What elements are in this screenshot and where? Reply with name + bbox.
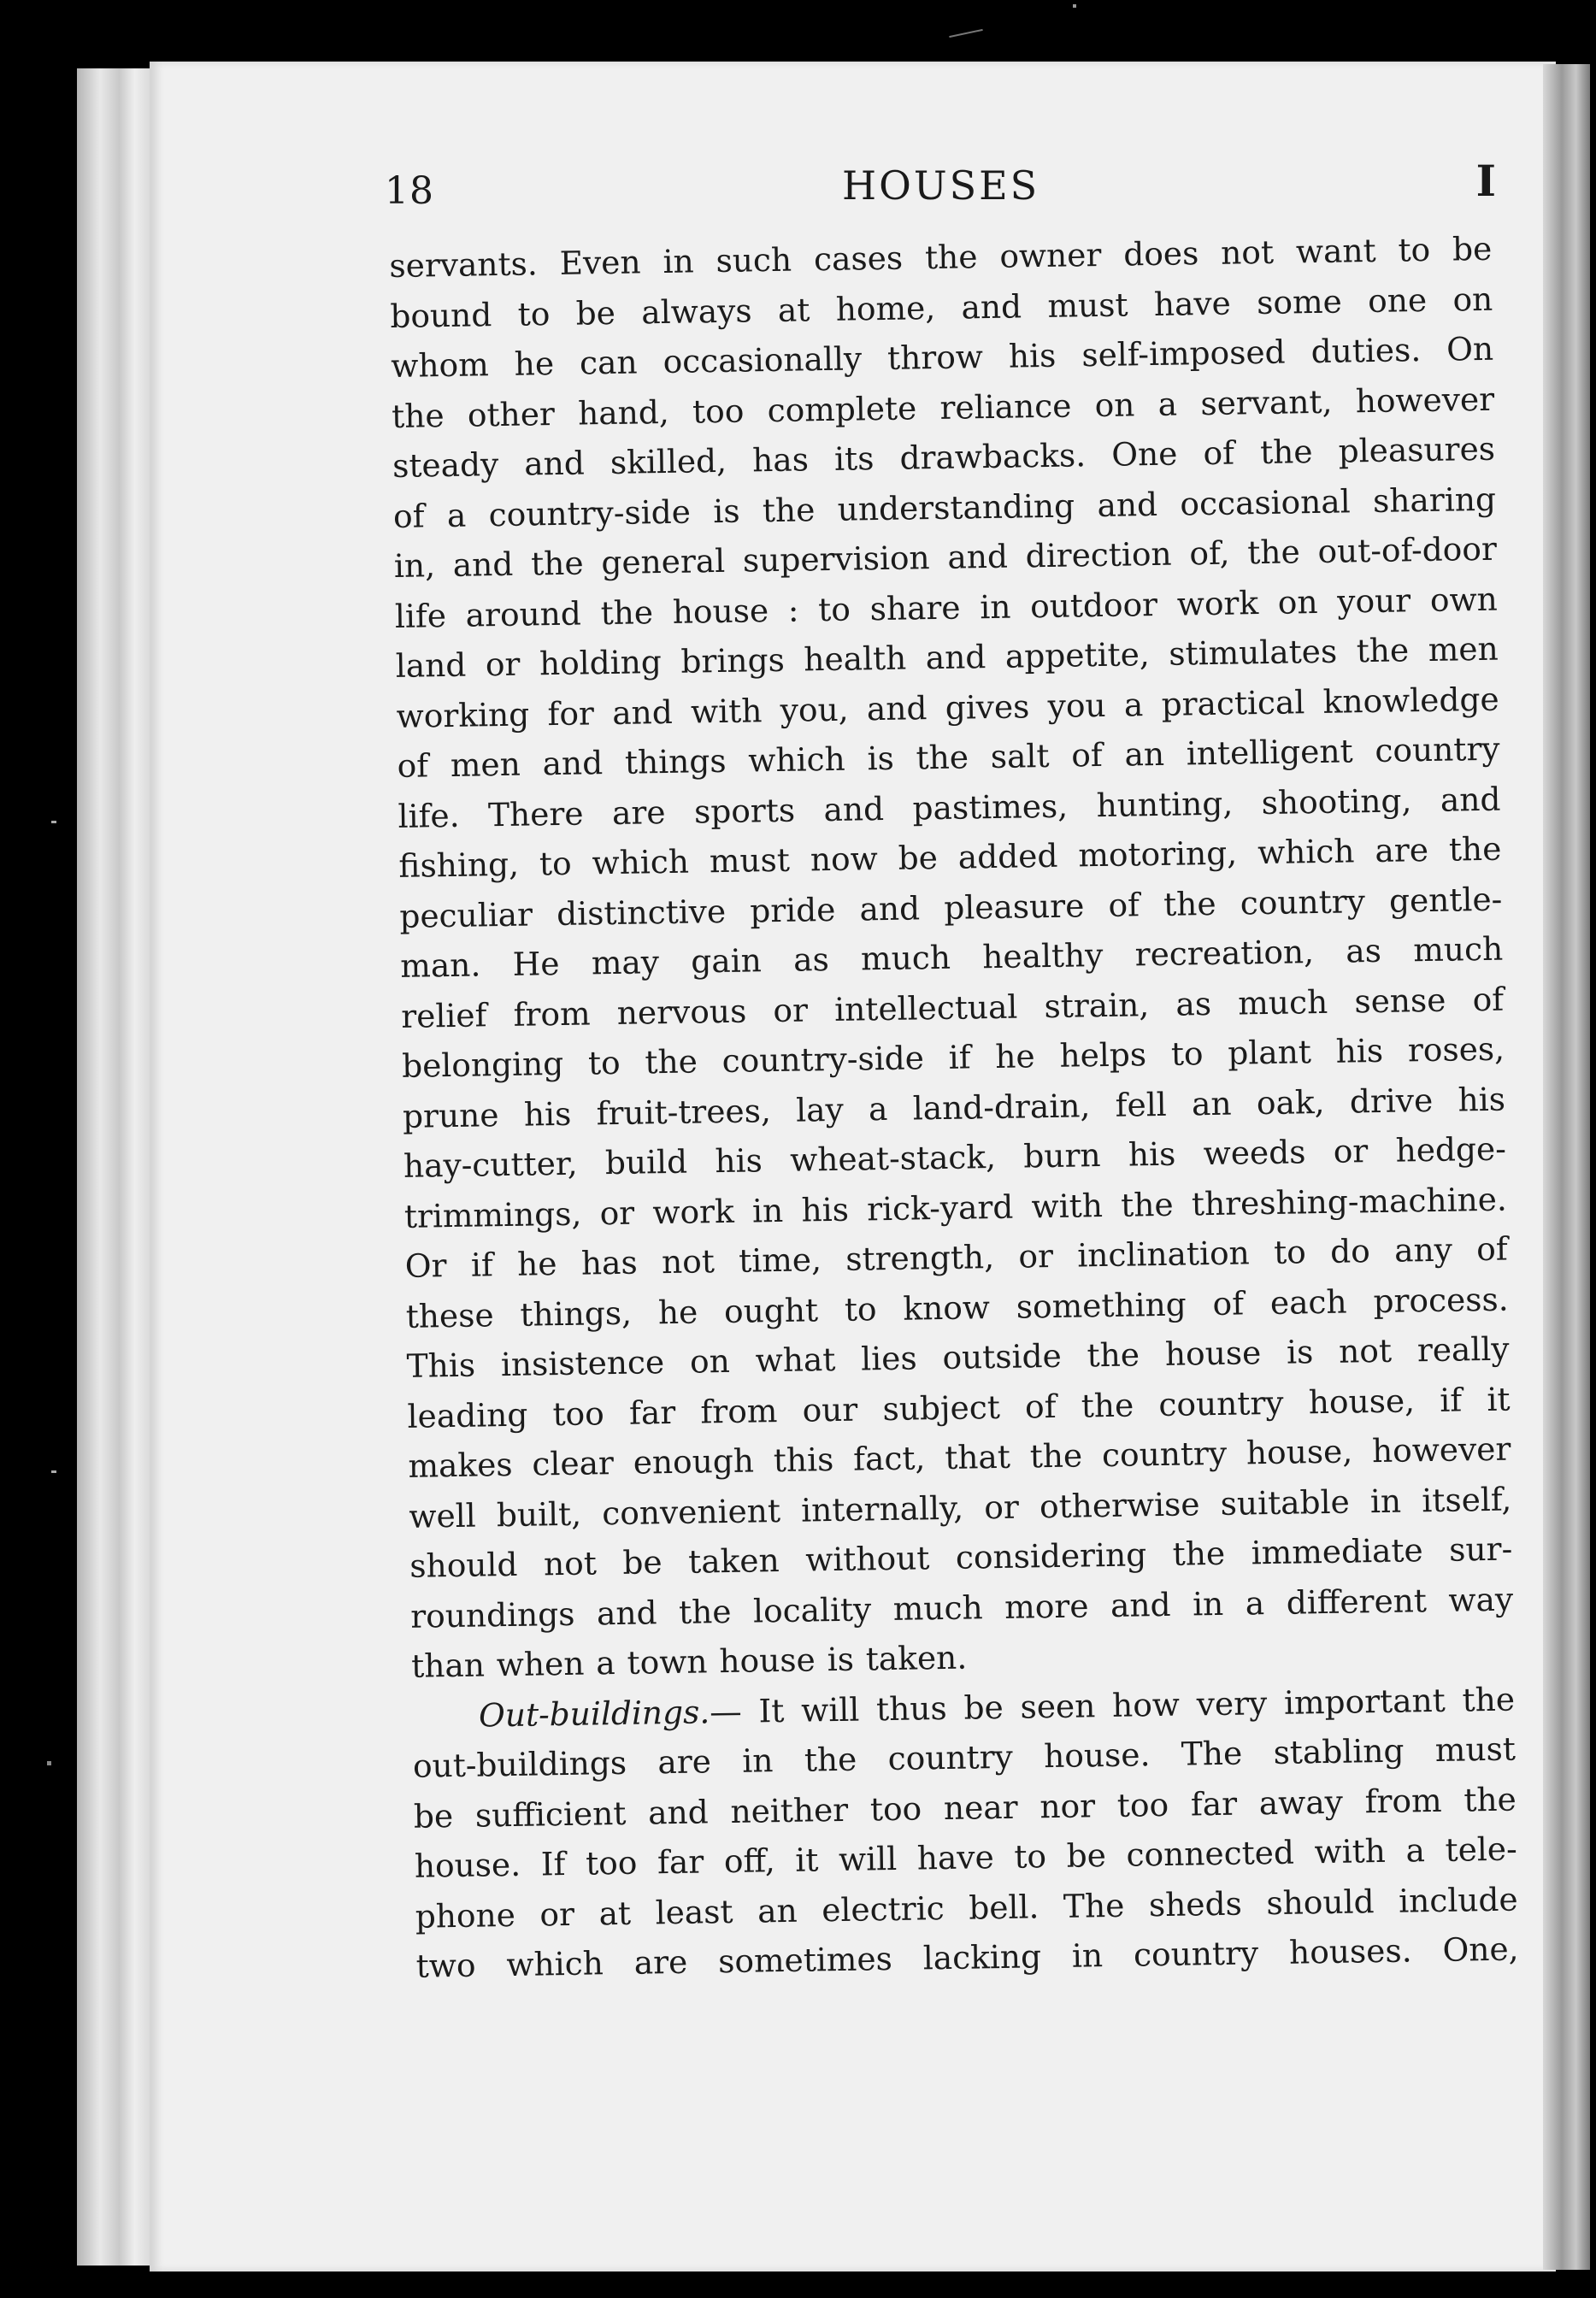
text-line: man. He may gain as much healthy recreation, as much xyxy=(399,929,1504,985)
text-line: hay-cutter, build his wheat-stack, burn his weeds or hedge- xyxy=(403,1129,1507,1185)
text-line: in, and the general supervision and direction of, the out-of-door xyxy=(393,529,1498,585)
text-line: the other hand, too complete reliance on a servant, however xyxy=(391,380,1495,435)
text-line: working for and with you, and gives you a practical knowledge xyxy=(396,680,1499,735)
text-line: servants. Even in such cases the owner does not want to be xyxy=(389,229,1493,285)
text-line: belonging to the country-side if he helps to plant his roses, xyxy=(401,1029,1505,1085)
text-line: of men and things which is the salt of an intelligent country xyxy=(397,729,1500,785)
text-line: life. There are sports and pastimes, hunting, shooting, and xyxy=(398,780,1501,835)
text-line: whom he can occasionally throw his self-imposed duties. On xyxy=(390,329,1494,385)
body-text xyxy=(389,224,1519,1992)
running-header xyxy=(385,156,1496,214)
text-line: peculiar distinctive pride and pleasure of the country gentle- xyxy=(399,880,1503,935)
text-line: relief from nervous or intellectual strain, as much sense of xyxy=(400,980,1505,1035)
text-line: bound to be always at home, and must have some one on xyxy=(390,280,1493,335)
text-line: phone or at least an electric bell. The sheds should include xyxy=(415,1879,1518,1936)
running-title: HOUSES xyxy=(842,162,1040,209)
section-heading-out-buildings: Out-buildings. xyxy=(478,1692,710,1735)
text-line: land or holding brings health and appetite, stimulates the men xyxy=(395,629,1499,685)
text-line: these things, he ought to know something of each process. xyxy=(405,1280,1509,1335)
text-line: than when a town house is taken. xyxy=(410,1638,968,1685)
text-line: leading too far from our subject of the country house, if it xyxy=(407,1380,1511,1435)
text-line: out-buildings are in the country house. The stabling must xyxy=(412,1729,1516,1785)
text-line: fishing, to which must now be added motoring, which are the xyxy=(398,829,1502,885)
text-line: be sufficient and neither too near nor too far away from the xyxy=(413,1780,1517,1835)
text-line: house. If too far off, it will have to be connected with a tele- xyxy=(414,1830,1518,1885)
text-line: of a country-side is the understanding and occasional sharing xyxy=(392,480,1497,535)
heading-line-rest: — It will thus be seen how very important the xyxy=(709,1680,1516,1730)
text-line: This insistence on what lies outside the house is not really xyxy=(406,1329,1510,1385)
text-line: should not be taken without considering the immediate sur- xyxy=(409,1529,1513,1585)
page-number: 18 xyxy=(385,169,434,213)
text-line: Or if he has not time, strength, or inclination to do any of xyxy=(404,1229,1509,1285)
book-gutter-left xyxy=(77,68,154,2266)
signature-mark: I xyxy=(1475,156,1496,206)
text-line: prune his fruit-trees, lay a land-drain, fell an oak, drive his xyxy=(402,1080,1506,1135)
text-line: two which are sometimes lacking in country houses. One, xyxy=(415,1930,1519,1985)
text-line: well built, convenient internally, or otherwise suitable in itself, xyxy=(409,1480,1512,1535)
text-line: roundings and the locality much more and in a different way xyxy=(409,1580,1514,1635)
text-line: trimmings, or work in his rick-yard with the threshing-machine. xyxy=(403,1180,1508,1235)
text-line: steady and skilled, has its drawbacks. One of the pleasures xyxy=(392,429,1496,485)
text-line: makes clear enough this fact, that the country house, however xyxy=(408,1429,1511,1485)
book-edge-right xyxy=(1543,64,1590,2270)
text-line: life around the house : to share in outdoor work on your own xyxy=(394,580,1499,635)
